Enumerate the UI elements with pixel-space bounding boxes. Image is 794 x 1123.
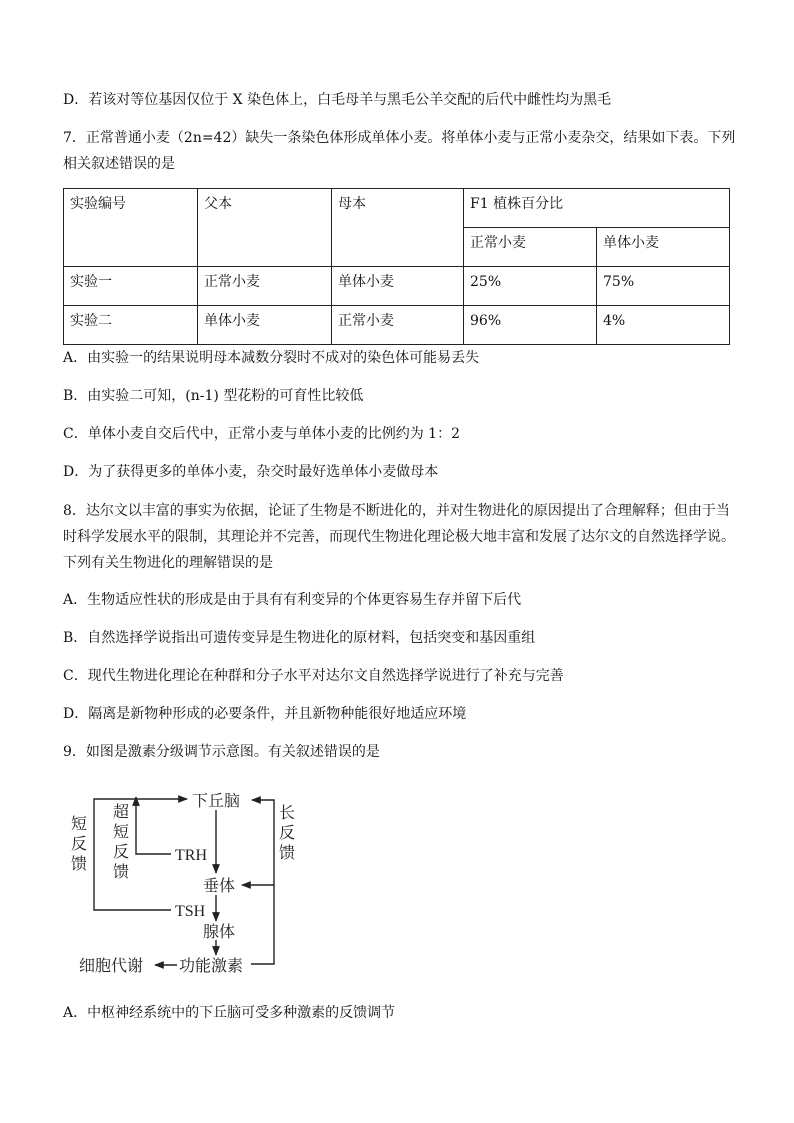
cell-mono-pct: 75% xyxy=(597,267,730,306)
header-f1-percentage: F1 植株百分比 xyxy=(464,189,730,228)
label-cell-metabolism: 细胞代谢 xyxy=(79,956,144,975)
header-monosomic-wheat: 单体小麦 xyxy=(597,228,730,267)
svg-text:长: 长 xyxy=(279,803,296,822)
q7-stem-line-1: 7．正常普通小麦（2n=42）缺失一条染色体形成单体小麦。将单体小麦与正常小麦杂交，结果如下表。下列 xyxy=(63,130,736,146)
q7-stem-line-2: 相关叙述错误的是 xyxy=(63,156,175,172)
label-tsh: TSH xyxy=(175,903,206,920)
q7-option-c: C．单体小麦自交后代中，正常小麦与单体小麦的比例约为 1：2 xyxy=(63,426,460,442)
cell-mono-pct: 4% xyxy=(597,306,730,345)
cell-experiment-id: 实验二 xyxy=(64,306,198,345)
q9-option-a: A．中枢神经系统中的下丘脑可受多种激素的反馈调节 xyxy=(63,1005,396,1021)
ultra-short-feedback-arrow xyxy=(136,797,171,854)
label-pituitary: 垂体 xyxy=(203,876,236,895)
q8-stem-line-3: 下列有关生物进化的理解错误的是 xyxy=(63,555,273,571)
label-gland: 腺体 xyxy=(203,922,236,941)
q9-stem: 9．如图是激素分级调节示意图。有关叙述错误的是 xyxy=(63,744,380,760)
svg-text:超: 超 xyxy=(113,802,130,821)
table-row xyxy=(64,267,730,306)
label-trh: TRH xyxy=(175,847,207,864)
q8-option-d: D．隔离是新物种形成的必要条件，并且新物种能很好地适应环境 xyxy=(63,706,467,722)
ultra-short-feedback-label xyxy=(113,802,129,881)
long-feedback-label xyxy=(279,803,295,862)
header-normal-wheat: 正常小麦 xyxy=(464,228,597,267)
short-feedback-label xyxy=(71,814,87,873)
q7-option-a: A．由实验一的结果说明母本减数分裂时不成对的染色体可能易丢失 xyxy=(63,350,480,366)
q8-stem-line-2: 时科学发展水平的限制，其理论并不完善，而现代生物进化理论极大地丰富和发展了达尔文的自然选择学说。 xyxy=(63,529,735,545)
q7-option-b: B．由实验二可知，(n-1) 型花粉的可育性比较低 xyxy=(63,388,364,404)
header-father: 父本 xyxy=(198,189,332,267)
cell-normal-pct: 25% xyxy=(464,267,597,306)
q6-option-d: D．若该对等位基因仅位于 X 染色体上，白毛母羊与黑毛公羊交配的后代中雌性均为黑毛 xyxy=(63,92,612,108)
q7-results-table xyxy=(63,188,730,345)
svg-text:馈: 馈 xyxy=(279,843,296,862)
cell-normal-pct: 96% xyxy=(464,306,597,345)
cell-mother: 单体小麦 xyxy=(332,267,464,306)
long-feedback-arrow-top xyxy=(251,800,274,964)
svg-text:馈: 馈 xyxy=(71,854,88,873)
label-functional-hormone: 功能激素 xyxy=(179,956,244,975)
svg-text:短: 短 xyxy=(71,814,88,833)
svg-text:短: 短 xyxy=(113,822,130,841)
svg-text:反: 反 xyxy=(279,823,296,842)
svg-text:反: 反 xyxy=(71,834,88,853)
cell-father: 正常小麦 xyxy=(198,267,332,306)
table-row xyxy=(64,306,730,345)
cell-father: 单体小麦 xyxy=(198,306,332,345)
header-experiment-id: 实验编号 xyxy=(64,189,198,267)
hormone-regulation-diagram xyxy=(65,785,315,985)
cell-experiment-id: 实验一 xyxy=(64,267,198,306)
q8-stem-line-1: 8．达尔文以丰富的事实为依据，论证了生物是不断进化的，并对生物进化的原因提出了合理解释；但由于当 xyxy=(63,503,730,519)
header-mother: 母本 xyxy=(332,189,464,267)
label-hypothalamus: 下丘脑 xyxy=(192,791,241,810)
q8-option-a: A．生物适应性状的形成是由于具有有利变异的个体更容易生存并留下后代 xyxy=(63,592,522,608)
q8-option-c: C．现代生物进化理论在种群和分子水平对达尔文自然选择学说进行了补充与完善 xyxy=(63,668,564,684)
cell-mother: 正常小麦 xyxy=(332,306,464,345)
q8-option-b: B．自然选择学说指出可遗传变异是生物进化的原材料，包括突变和基因重组 xyxy=(63,630,536,646)
svg-text:馈: 馈 xyxy=(113,862,130,881)
q7-option-d: D．为了获得更多的单体小麦，杂交时最好选单体小麦做母本 xyxy=(63,464,439,480)
svg-text:反: 反 xyxy=(113,842,130,861)
